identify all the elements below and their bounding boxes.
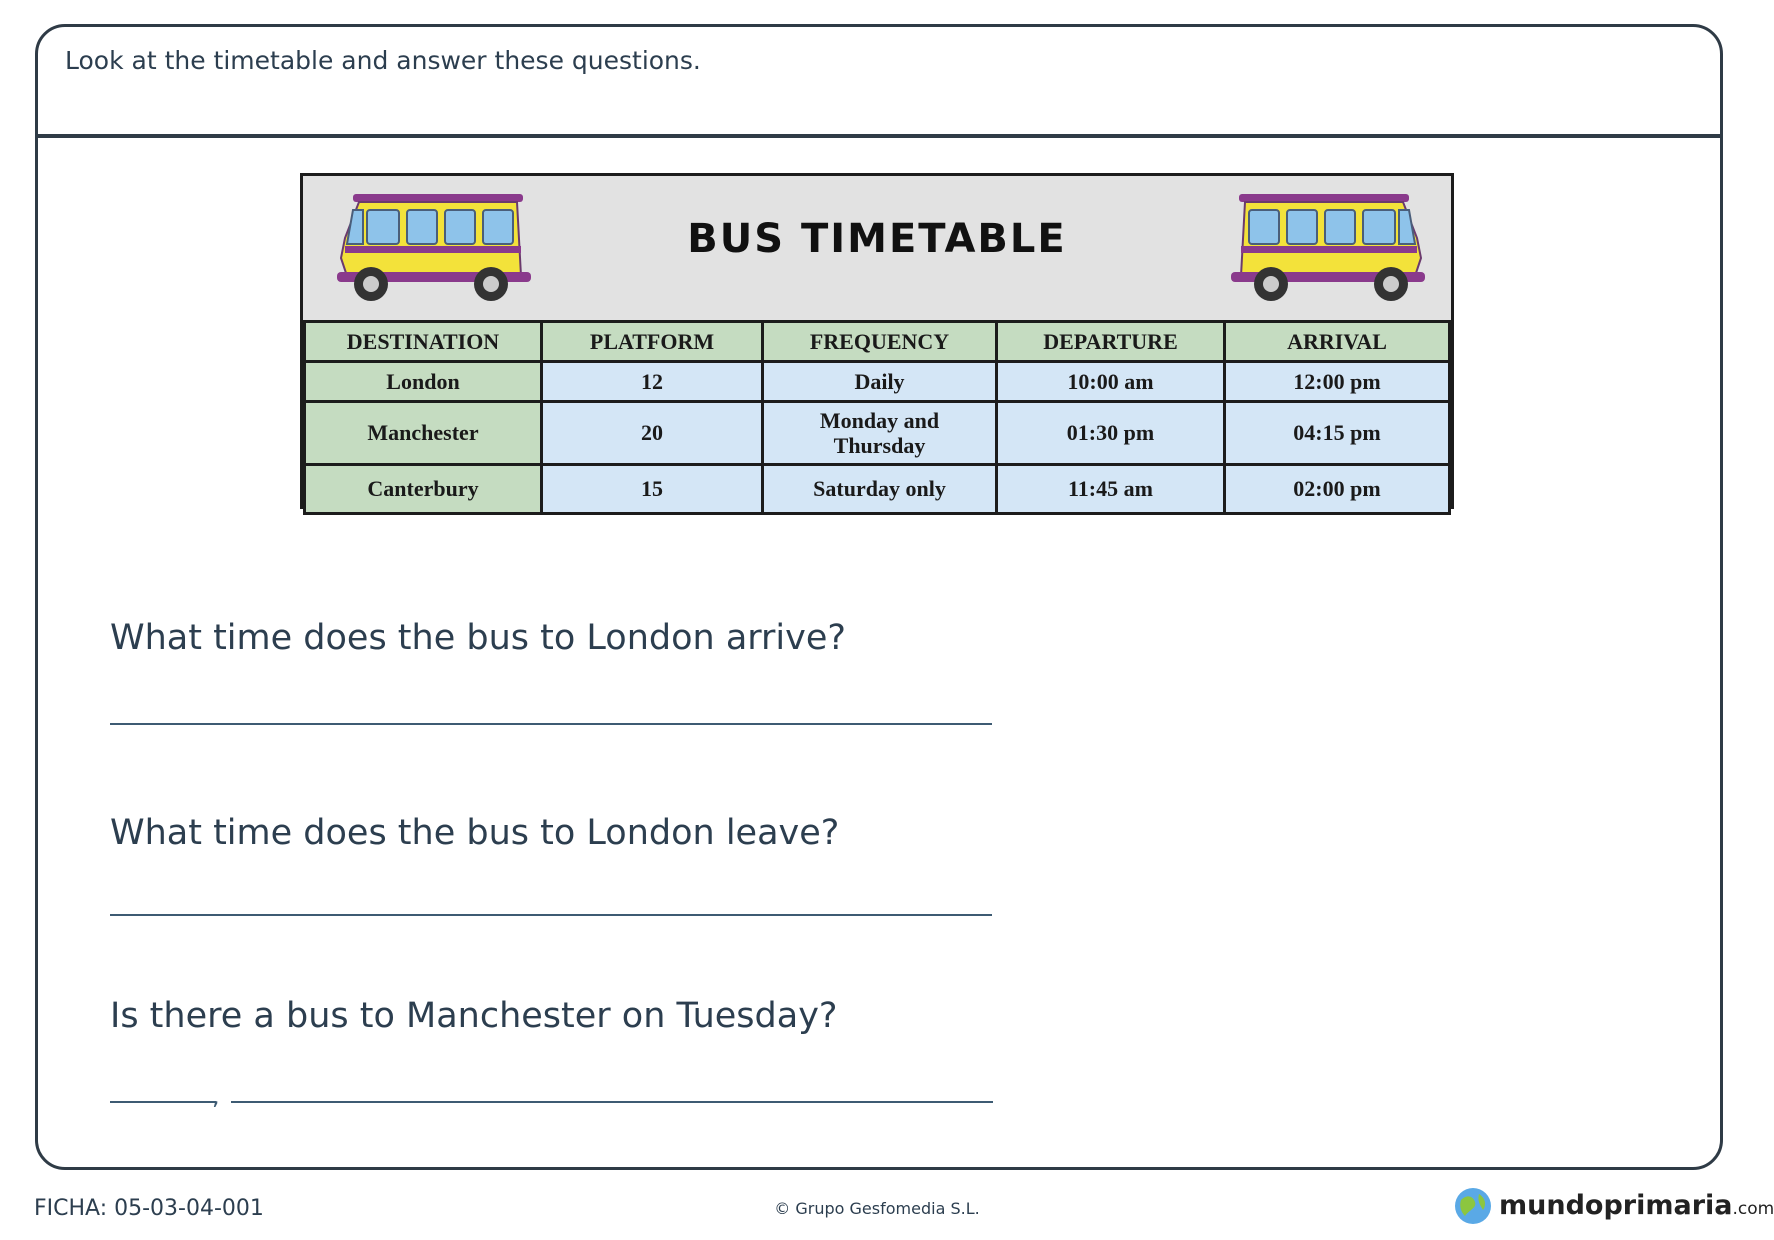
answer-line-1[interactable] <box>110 723 992 725</box>
cell-frequency: Saturday only <box>763 465 997 514</box>
table-header-row <box>305 322 1450 362</box>
cell-destination: Canterbury <box>305 465 542 514</box>
ficha-code: FICHA: 05-03-04-001 <box>34 1196 264 1221</box>
cell-departure: 10:00 am <box>997 362 1225 402</box>
timetable-title: BUS TIMETABLE <box>687 216 1067 262</box>
question-1: What time does the bus to London arrive? <box>110 618 846 658</box>
cell-arrival: 12:00 pm <box>1225 362 1450 402</box>
cell-departure: 01:30 pm <box>997 402 1225 465</box>
column-header-departure: DEPARTURE <box>997 322 1225 362</box>
logo-name: mundoprimaria <box>1499 1190 1733 1221</box>
cell-destination: London <box>305 362 542 402</box>
column-header-destination: DESTINATION <box>305 322 542 362</box>
column-header-platform: PLATFORM <box>542 322 763 362</box>
copyright: © Grupo Gesfomedia S.L. <box>774 1199 980 1218</box>
globe-icon <box>1453 1186 1493 1226</box>
table-row <box>305 362 1450 402</box>
timetable-table <box>303 320 1451 515</box>
answer-line-2[interactable] <box>110 914 992 916</box>
answer-comma: , <box>212 1082 220 1110</box>
timetable-header <box>303 176 1451 320</box>
cell-frequency: Daily <box>763 362 997 402</box>
instruction-bar <box>38 27 1720 138</box>
table-row <box>305 402 1450 465</box>
answer-line-3a[interactable] <box>110 1101 216 1103</box>
answer-line-3b[interactable] <box>231 1101 993 1103</box>
instruction-text: Look at the timetable and answer these questions. <box>65 46 701 75</box>
mundoprimaria-logo[interactable] <box>1453 1186 1774 1226</box>
cell-arrival: 04:15 pm <box>1225 402 1450 465</box>
cell-frequency: Monday and Thursday <box>763 402 997 465</box>
cell-departure: 11:45 am <box>997 465 1225 514</box>
cell-platform: 15 <box>542 465 763 514</box>
column-header-arrival: ARRIVAL <box>1225 322 1450 362</box>
question-3: Is there a bus to Manchester on Tuesday? <box>110 996 838 1036</box>
cell-arrival: 02:00 pm <box>1225 465 1450 514</box>
column-header-frequency: FREQUENCY <box>763 322 997 362</box>
cell-platform: 12 <box>542 362 763 402</box>
bus-timetable <box>300 173 1454 509</box>
cell-destination: Manchester <box>305 402 542 465</box>
table-row <box>305 465 1450 514</box>
cell-platform: 20 <box>542 402 763 465</box>
bus-icon <box>1216 188 1431 306</box>
logo-tld: .com <box>1732 1199 1774 1219</box>
question-2: What time does the bus to London leave? <box>110 813 840 853</box>
